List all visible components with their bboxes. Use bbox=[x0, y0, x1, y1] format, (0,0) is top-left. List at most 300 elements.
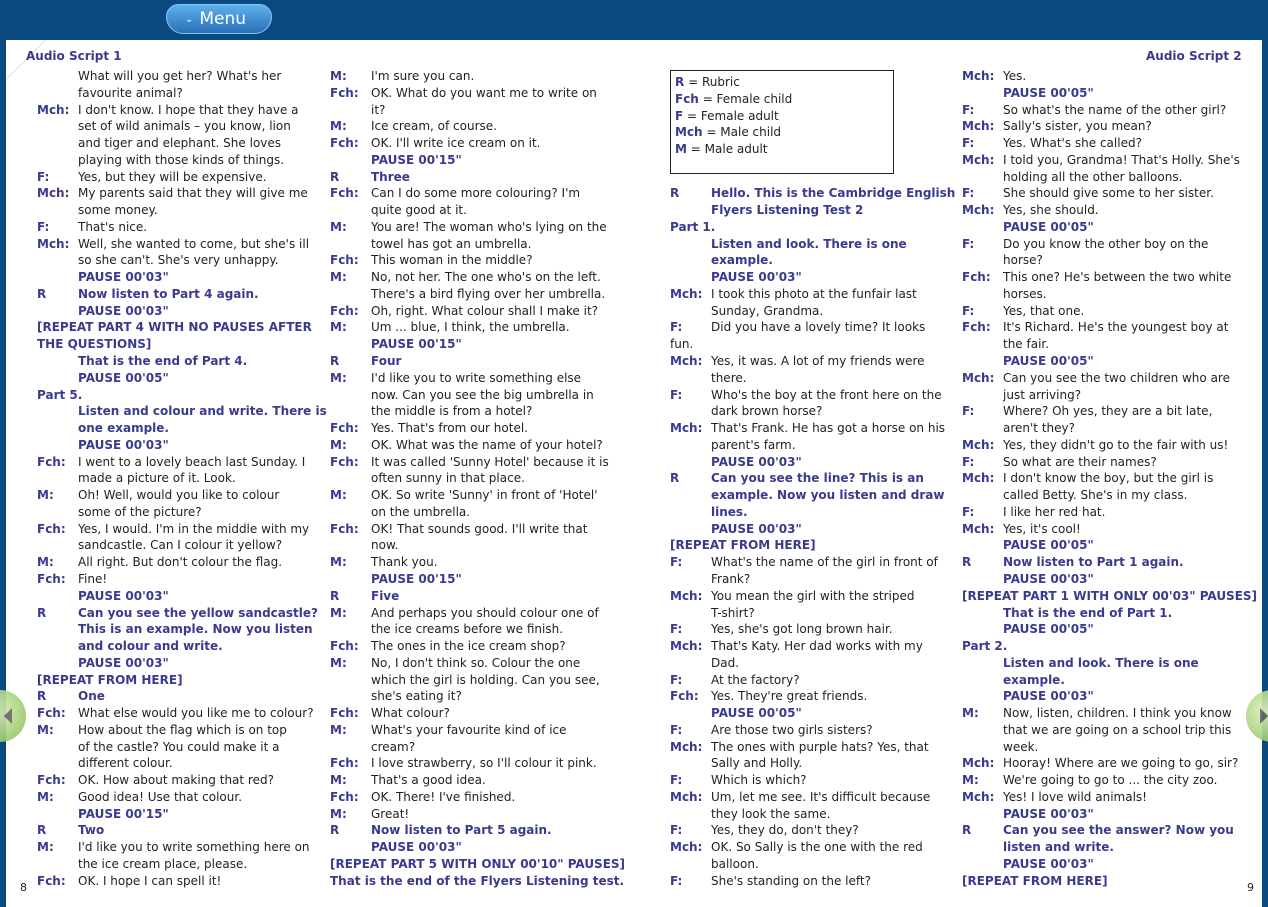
script-text: playing with those kinds of things. bbox=[78, 152, 285, 167]
script-line bbox=[670, 672, 952, 689]
speaker-label: R bbox=[330, 823, 340, 838]
script-line bbox=[962, 554, 1252, 571]
script-line bbox=[962, 102, 1252, 119]
speaker-label: R bbox=[670, 471, 680, 486]
script-line bbox=[670, 236, 952, 253]
script-line bbox=[330, 537, 635, 554]
script-line bbox=[37, 252, 323, 269]
script-text: Thank you. bbox=[371, 555, 438, 570]
speaker-label: F: bbox=[962, 236, 975, 251]
script-line bbox=[962, 387, 1252, 404]
script-text: [REPEAT FROM HERE] bbox=[962, 873, 1108, 888]
script-line bbox=[962, 269, 1252, 286]
script-text: Yes! I love wild animals! bbox=[1003, 789, 1147, 804]
script-text: listen and write. bbox=[1003, 840, 1114, 855]
script-text: One bbox=[78, 689, 105, 704]
script-text: That's Katy. Her dad works with my bbox=[711, 639, 923, 654]
script-text: Good idea! Use that colour. bbox=[78, 789, 243, 804]
script-line bbox=[962, 420, 1252, 437]
script-text: I don't know. I hope that they have a bbox=[78, 102, 299, 117]
script-line bbox=[330, 286, 635, 303]
speaker-label: R bbox=[37, 689, 47, 704]
script-text: OK. What do you want me to write on bbox=[371, 85, 597, 100]
script-line bbox=[330, 722, 635, 739]
script-text: just arriving? bbox=[1003, 387, 1082, 402]
script-text: PAUSE 00'03" bbox=[78, 588, 169, 603]
script-line bbox=[962, 839, 1252, 856]
speaker-label: M: bbox=[330, 370, 347, 385]
speaker-label: F: bbox=[962, 404, 975, 419]
script-line bbox=[670, 85, 952, 102]
script-line bbox=[330, 202, 635, 219]
script-line bbox=[37, 420, 323, 437]
script-text: PAUSE 00'05" bbox=[1003, 85, 1094, 100]
speaker-label: Mch: bbox=[962, 203, 995, 218]
speaker-label: M: bbox=[330, 773, 347, 788]
legend-row: M = Male adult bbox=[675, 142, 768, 157]
speaker-label: Mch: bbox=[962, 119, 995, 134]
script-line bbox=[37, 68, 323, 85]
script-line bbox=[37, 118, 323, 135]
script-text: Yes, I would. I'm in the middle with my bbox=[78, 521, 310, 536]
speaker-label: M: bbox=[330, 488, 347, 503]
script-text: parent's farm. bbox=[711, 437, 796, 452]
speaker-label: F: bbox=[962, 454, 975, 469]
speaker-label: M: bbox=[962, 773, 979, 788]
speaker-label: Mch: bbox=[962, 521, 995, 536]
script-line bbox=[962, 135, 1252, 152]
script-line bbox=[670, 571, 952, 588]
speaker-label: Fch: bbox=[330, 253, 359, 268]
script-text: Part 1. bbox=[670, 219, 716, 234]
script-text: That is the end of Part 1. bbox=[1003, 605, 1173, 620]
script-line bbox=[330, 873, 635, 890]
speaker-label: Fch: bbox=[330, 706, 359, 721]
script-line bbox=[330, 688, 635, 705]
script-text: Do you know the other boy on the bbox=[1003, 236, 1209, 251]
script-text: So what's the name of the other girl? bbox=[1003, 102, 1227, 117]
speaker-label: M: bbox=[37, 555, 54, 570]
script-column-3 bbox=[670, 68, 956, 890]
script-line bbox=[330, 336, 635, 353]
script-line bbox=[962, 739, 1252, 756]
script-line bbox=[37, 571, 323, 588]
speaker-label: Mch: bbox=[962, 471, 995, 486]
script-text: PAUSE 00'05" bbox=[78, 370, 169, 385]
script-line bbox=[962, 118, 1252, 135]
script-text: aren't they? bbox=[1003, 421, 1075, 436]
script-text: which the girl is holding. Can you see, bbox=[371, 672, 600, 687]
script-text: cream? bbox=[371, 739, 416, 754]
script-text: PAUSE 00'03" bbox=[711, 454, 802, 469]
script-text: That is the end of the Flyers Listening test. bbox=[330, 873, 625, 888]
script-text: And perhaps you should colour one of bbox=[371, 605, 599, 620]
speaker-label: Fch: bbox=[330, 85, 359, 100]
script-line bbox=[330, 152, 635, 169]
script-line bbox=[670, 655, 952, 672]
script-text: there. bbox=[711, 370, 747, 385]
script-text: Now listen to Part 5 again. bbox=[371, 823, 552, 838]
menu-button[interactable] bbox=[166, 4, 272, 34]
speaker-label: M: bbox=[37, 722, 54, 737]
script-text: some money. bbox=[78, 203, 158, 218]
speaker-label: Fch: bbox=[37, 571, 66, 586]
script-line bbox=[670, 420, 952, 437]
speaker-label: M: bbox=[330, 555, 347, 570]
script-column-4 bbox=[962, 68, 1258, 890]
script-line bbox=[330, 85, 635, 102]
script-line bbox=[962, 470, 1252, 487]
script-line bbox=[330, 319, 635, 336]
script-line bbox=[330, 68, 635, 85]
script-line bbox=[330, 822, 635, 839]
script-line bbox=[37, 856, 323, 873]
script-text: My parents said that they will give me bbox=[78, 186, 308, 201]
script-line bbox=[670, 789, 952, 806]
script-line bbox=[37, 102, 323, 119]
script-text: often sunny in that place. bbox=[371, 471, 525, 486]
script-text: There's a bird flying over her umbrella. bbox=[371, 286, 606, 301]
script-line bbox=[330, 135, 635, 152]
script-line bbox=[962, 454, 1252, 471]
script-text: Part 2. bbox=[962, 639, 1008, 654]
script-text: PAUSE 00'03" bbox=[711, 270, 802, 285]
script-line bbox=[37, 454, 323, 471]
script-line bbox=[670, 252, 952, 269]
script-line bbox=[37, 705, 323, 722]
script-line bbox=[37, 487, 323, 504]
speaker-label: M: bbox=[330, 806, 347, 821]
script-line bbox=[670, 68, 952, 85]
speaker-label: Mch: bbox=[962, 789, 995, 804]
speaker-label: Fch: bbox=[670, 689, 699, 704]
script-line bbox=[670, 722, 952, 739]
script-text: Can you see the yellow sandcastle? bbox=[78, 605, 318, 620]
speaker-label: M: bbox=[330, 270, 347, 285]
script-text: PAUSE 00'03" bbox=[78, 270, 169, 285]
script-text: [REPEAT PART 1 WITH ONLY 00'03" PAUSES] bbox=[962, 588, 1258, 603]
script-text: That's a good idea. bbox=[371, 773, 486, 788]
speaker-label: R bbox=[37, 823, 47, 838]
script-line bbox=[37, 822, 323, 839]
script-text: I like her red hat. bbox=[1003, 504, 1106, 519]
script-text: I'd like you to write something else bbox=[371, 370, 582, 385]
script-line bbox=[37, 537, 323, 554]
script-line bbox=[330, 856, 635, 873]
speaker-label: Mch: bbox=[670, 421, 703, 436]
script-line bbox=[670, 839, 952, 856]
script-line bbox=[330, 554, 635, 571]
script-line bbox=[37, 202, 323, 219]
script-text: PAUSE 00'03" bbox=[371, 840, 462, 855]
script-line bbox=[37, 85, 323, 102]
script-text: I went to a lovely beach last Sunday. I bbox=[78, 454, 306, 469]
script-line bbox=[962, 688, 1252, 705]
script-text: OK. So Sally is the one with the red bbox=[711, 840, 923, 855]
script-line bbox=[962, 236, 1252, 253]
script-text: No, I don't think so. Colour the one bbox=[371, 655, 581, 670]
script-line bbox=[962, 403, 1252, 420]
script-line bbox=[37, 655, 323, 672]
speaker-label: R bbox=[37, 286, 47, 301]
script-text: the fair. bbox=[1003, 337, 1050, 352]
speaker-label: Mch: bbox=[670, 639, 703, 654]
script-line bbox=[670, 135, 952, 152]
script-text: Hello. This is the Cambridge English bbox=[711, 186, 956, 201]
script-line bbox=[330, 236, 635, 253]
script-text: We're going to go to ... the city zoo. bbox=[1003, 773, 1218, 788]
script-text: one example. bbox=[78, 421, 169, 436]
script-text: How about the flag which is on top bbox=[78, 722, 287, 737]
script-line bbox=[37, 370, 323, 387]
legend-row: Mch = Male child bbox=[675, 125, 782, 140]
script-line bbox=[670, 387, 952, 404]
script-line bbox=[330, 470, 635, 487]
legend-row: F = Female adult bbox=[675, 108, 779, 123]
script-line bbox=[330, 839, 635, 856]
speaker-label: F: bbox=[962, 102, 975, 117]
script-text: OK. I'll write ice cream on it. bbox=[371, 136, 541, 151]
speaker-label: Fch: bbox=[37, 454, 66, 469]
script-line bbox=[670, 806, 952, 823]
script-text: the ice cream place, please. bbox=[78, 856, 248, 871]
script-line bbox=[330, 571, 635, 588]
page-right-number: 9 bbox=[1247, 881, 1254, 894]
script-text: T-shirt? bbox=[711, 605, 755, 620]
speaker-label: Mch: bbox=[962, 370, 995, 385]
script-line bbox=[962, 571, 1252, 588]
script-line bbox=[962, 504, 1252, 521]
script-line bbox=[330, 638, 635, 655]
script-text: example. bbox=[711, 253, 773, 268]
script-text: of the castle? You could make it a bbox=[78, 739, 280, 754]
script-text: [REPEAT FROM HERE] bbox=[670, 538, 816, 553]
script-line bbox=[37, 336, 323, 353]
script-text: I'm sure you can. bbox=[371, 69, 475, 83]
speaker-label: Mch: bbox=[962, 437, 995, 452]
script-line bbox=[330, 605, 635, 622]
script-line bbox=[962, 638, 1252, 655]
script-text: so she can't. She's very unhappy. bbox=[78, 253, 279, 268]
speaker-label: M: bbox=[37, 840, 54, 855]
script-line bbox=[330, 420, 635, 437]
script-text: set of wild animals – you know, lion bbox=[78, 119, 291, 134]
script-line bbox=[37, 470, 323, 487]
script-text: Can you see the two children who are bbox=[1003, 370, 1230, 385]
script-text: Um, let me see. It's difficult because bbox=[711, 789, 931, 804]
script-text: fun. bbox=[670, 337, 694, 352]
script-line bbox=[962, 185, 1252, 202]
script-line bbox=[962, 621, 1252, 638]
speaker-label: Mch: bbox=[962, 756, 995, 771]
speaker-label: Fch: bbox=[37, 773, 66, 788]
script-text: OK. I hope I can spell it! bbox=[78, 873, 222, 888]
script-line bbox=[330, 705, 635, 722]
script-line bbox=[37, 403, 327, 420]
script-line bbox=[37, 387, 323, 404]
script-text: Yes, but they will be expensive. bbox=[78, 169, 267, 184]
speaker-label: Fch: bbox=[962, 320, 991, 335]
script-text: OK. What was the name of your hotel? bbox=[371, 437, 603, 452]
script-line bbox=[330, 504, 635, 521]
script-line bbox=[670, 521, 952, 538]
page-right-title: Audio Script 2 bbox=[1146, 49, 1242, 63]
script-line bbox=[670, 219, 952, 236]
script-line bbox=[330, 303, 635, 320]
script-text: PAUSE 00'05" bbox=[1003, 219, 1094, 234]
script-line bbox=[670, 202, 952, 219]
script-text: Listen and look. There is one bbox=[711, 236, 907, 251]
speaker-label: Mch: bbox=[670, 789, 703, 804]
script-line bbox=[37, 806, 323, 823]
script-text: Yes. bbox=[1003, 69, 1027, 83]
speaker-label: M: bbox=[330, 437, 347, 452]
script-line bbox=[670, 470, 952, 487]
script-text: Dad. bbox=[711, 655, 740, 670]
script-text: PAUSE 00'03" bbox=[78, 655, 169, 670]
script-line bbox=[670, 822, 952, 839]
script-text: example. Now you listen and draw bbox=[711, 488, 945, 503]
script-text: I told you, Grandma! That's Holly. She's bbox=[1003, 152, 1240, 167]
script-text: What else would you like me to colour? bbox=[78, 706, 314, 721]
script-text: Fine! bbox=[78, 571, 108, 586]
script-line bbox=[962, 336, 1252, 353]
script-line bbox=[37, 638, 323, 655]
script-text: PAUSE 00'05" bbox=[1003, 354, 1094, 369]
script-line bbox=[962, 252, 1252, 269]
page-left-number: 8 bbox=[20, 881, 27, 894]
speaker-label: R bbox=[330, 354, 340, 369]
chevron-down-icon: ⌄ bbox=[185, 14, 194, 25]
script-line bbox=[962, 152, 1252, 169]
speaker-label: M: bbox=[330, 605, 347, 620]
speaker-label: F: bbox=[670, 555, 683, 570]
script-text: quite good at it. bbox=[371, 203, 467, 218]
script-text: Four bbox=[371, 354, 402, 369]
script-line bbox=[962, 588, 1258, 605]
script-text: Oh! Well, would you like to colour bbox=[78, 488, 280, 503]
script-text: Um ... blue, I think, the umbrella. bbox=[371, 320, 570, 335]
script-text: sandcastle. Can I colour it yellow? bbox=[78, 538, 283, 553]
script-text: PAUSE 00'05" bbox=[711, 706, 802, 721]
script-text: and tiger and elephant. She loves bbox=[78, 136, 282, 151]
speaker-label: Mch: bbox=[670, 840, 703, 855]
speaker-label: Mch: bbox=[37, 102, 70, 117]
speaker-label: F: bbox=[962, 136, 975, 151]
speaker-label: M: bbox=[330, 119, 347, 134]
speaker-label: F: bbox=[37, 219, 50, 234]
speaker-label: M: bbox=[330, 219, 347, 234]
script-line bbox=[962, 722, 1252, 739]
speaker-label: R bbox=[37, 605, 47, 620]
script-line bbox=[37, 672, 323, 689]
script-text: I'd like you to write something here on bbox=[78, 840, 310, 855]
script-line bbox=[37, 755, 323, 772]
script-line bbox=[670, 152, 952, 169]
arrow-left-icon bbox=[4, 708, 12, 724]
script-line bbox=[670, 739, 952, 756]
script-line bbox=[37, 185, 323, 202]
speaker-label: Fch: bbox=[37, 873, 66, 888]
script-line bbox=[330, 219, 635, 236]
script-text: Yes. What's she called? bbox=[1003, 136, 1142, 151]
script-line bbox=[962, 672, 1252, 689]
speaker-label: R bbox=[330, 169, 340, 184]
script-text: PAUSE 00'03" bbox=[1003, 806, 1094, 821]
script-text: PAUSE 00'03" bbox=[78, 303, 169, 318]
script-text: now. Can you see the big umbrella in bbox=[371, 387, 594, 402]
script-line bbox=[962, 655, 1252, 672]
speaker-label: Mch: bbox=[37, 236, 70, 251]
speaker-label: M: bbox=[330, 722, 347, 737]
script-text: it? bbox=[371, 102, 386, 117]
script-line bbox=[670, 185, 956, 202]
script-line bbox=[670, 755, 952, 772]
script-text: and colour and write. bbox=[78, 639, 223, 654]
script-line bbox=[962, 353, 1252, 370]
legend-row: R = Rubric bbox=[675, 75, 740, 89]
script-text: The ones in the ice cream shop? bbox=[371, 639, 566, 654]
script-line bbox=[670, 370, 952, 387]
script-text: [REPEAT PART 4 WITH NO PAUSES AFTER bbox=[37, 320, 312, 335]
speaker-label: F: bbox=[37, 169, 50, 184]
script-line bbox=[37, 319, 323, 336]
script-text: dark brown horse? bbox=[711, 404, 823, 419]
script-text: OK. How about making that red? bbox=[78, 773, 274, 788]
script-text: OK! That sounds good. I'll write that bbox=[371, 521, 588, 536]
script-text: All right. But don't colour the flag. bbox=[78, 555, 283, 570]
speaker-label: F: bbox=[670, 672, 683, 687]
script-line bbox=[962, 605, 1252, 622]
speaker-label: F: bbox=[670, 622, 683, 637]
speaker-label: F: bbox=[670, 773, 683, 788]
script-text: PAUSE 00'03" bbox=[78, 437, 169, 452]
script-text: Who's the boy at the front here on the bbox=[711, 387, 942, 402]
speaker-label: Fch: bbox=[37, 521, 66, 536]
script-text: This woman in the middle? bbox=[371, 253, 533, 268]
script-text: Yes. That's from our hotel. bbox=[371, 421, 528, 436]
script-text: What's your favourite kind of ice bbox=[371, 722, 567, 737]
script-text: Well, she wanted to come, but she's ill bbox=[78, 236, 310, 251]
script-line bbox=[330, 169, 635, 186]
speaker-label: Fch: bbox=[330, 136, 359, 151]
script-line bbox=[670, 286, 952, 303]
speaker-label: Fch: bbox=[330, 303, 359, 318]
script-text: PAUSE 00'15" bbox=[371, 571, 462, 586]
script-text: made a picture of it. Look. bbox=[78, 471, 236, 486]
script-line bbox=[670, 403, 952, 420]
speaker-label: F: bbox=[670, 722, 683, 737]
script-text: Sally's sister, you mean? bbox=[1003, 119, 1152, 134]
script-text: PAUSE 00'03" bbox=[1003, 571, 1094, 586]
script-line bbox=[37, 504, 323, 521]
script-line bbox=[962, 789, 1252, 806]
script-text: Can I do some more colouring? I'm bbox=[371, 186, 581, 201]
script-text: Yes, they do, don't they? bbox=[711, 823, 859, 838]
script-line bbox=[962, 303, 1252, 320]
script-text: You are! The woman who's lying on the bbox=[371, 219, 607, 234]
script-line bbox=[37, 219, 323, 236]
script-text: Listen and look. There is one bbox=[1003, 655, 1199, 670]
speaker-label: Fch: bbox=[330, 756, 359, 771]
script-line bbox=[962, 202, 1252, 219]
script-line bbox=[37, 789, 323, 806]
script-line bbox=[962, 169, 1252, 186]
speaker-label: Fch: bbox=[330, 789, 359, 804]
speaker-label: M: bbox=[330, 655, 347, 670]
speaker-label: Fch: bbox=[962, 270, 991, 285]
script-text: Yes, that one. bbox=[1003, 303, 1085, 318]
